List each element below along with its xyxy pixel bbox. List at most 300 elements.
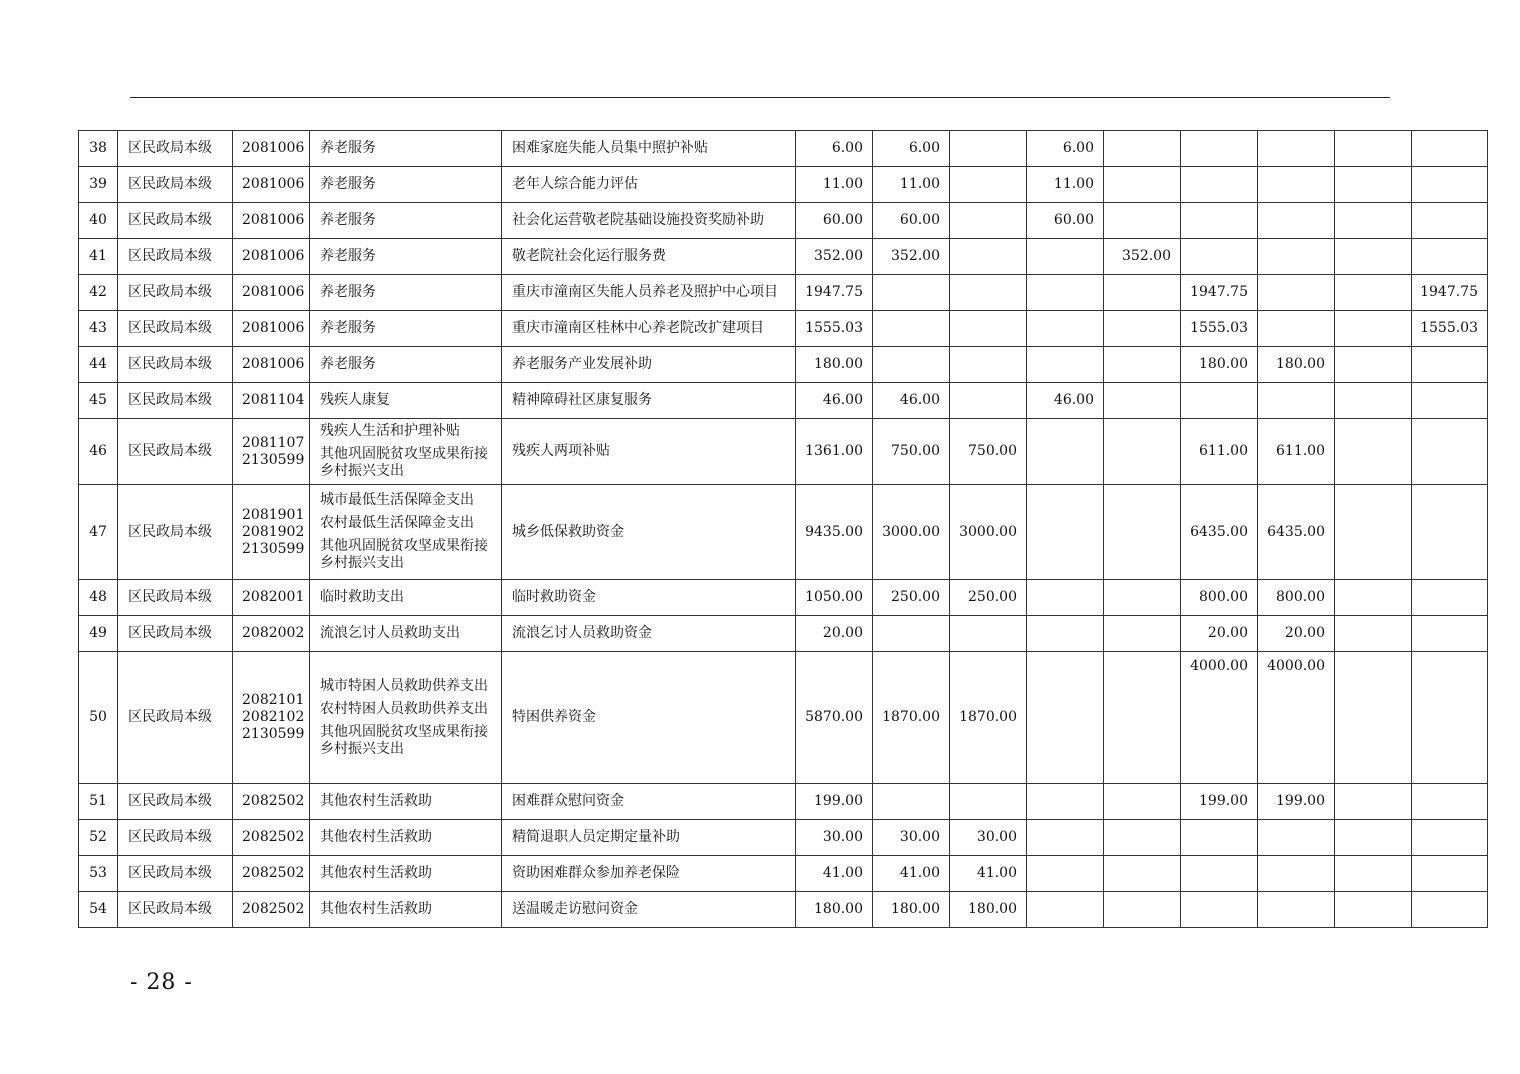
amount-cell-c2 xyxy=(873,784,950,820)
amount-cell-c7: 180.00 xyxy=(1258,347,1335,383)
row-number-cell: 46 xyxy=(79,419,118,485)
amount-cell-c6: 1555.03 xyxy=(1181,311,1258,347)
function-code-cell xyxy=(233,347,310,383)
amount-cell-c5 xyxy=(1104,347,1181,383)
amount-cell-c8 xyxy=(1335,167,1412,203)
amount-cell-c5 xyxy=(1104,856,1181,892)
amount-cell-c4: 60.00 xyxy=(1027,203,1104,239)
unit-cell: 区民政局本级 xyxy=(118,580,233,616)
project-cell: 养老服务产业发展补助 xyxy=(502,347,796,383)
amount-cell-c9 xyxy=(1412,239,1488,275)
amount-cell-c8 xyxy=(1335,203,1412,239)
amount-cell-c7: 611.00 xyxy=(1258,419,1335,485)
function-code: 2081006 xyxy=(242,176,305,192)
amount-cell-c3: 1870.00 xyxy=(950,652,1027,784)
function-code: 2081006 xyxy=(242,284,305,300)
amount-cell-c1: 41.00 xyxy=(796,856,873,892)
function-code-cell xyxy=(233,383,310,419)
amount-cell-c6: 20.00 xyxy=(1181,616,1258,652)
amount-cell-c6 xyxy=(1181,383,1258,419)
row-number-cell: 49 xyxy=(79,616,118,652)
table-row xyxy=(79,820,1488,856)
subject-name: 城市特困人员救助供养支出 xyxy=(320,677,488,694)
subject-name: 农村最低生活保障金支出 xyxy=(320,515,474,531)
unit-cell: 区民政局本级 xyxy=(118,820,233,856)
project-cell: 重庆市潼南区桂林中心养老院改扩建项目 xyxy=(502,311,796,347)
function-code: 2081107 xyxy=(242,434,305,451)
project-cell: 流浪乞讨人员救助资金 xyxy=(502,616,796,652)
amount-cell-c7 xyxy=(1258,131,1335,167)
amount-cell-c8 xyxy=(1335,347,1412,383)
subject-name: 养老服务 xyxy=(320,248,376,264)
amount-cell-c5 xyxy=(1104,580,1181,616)
table-row xyxy=(79,784,1488,820)
function-code-cell xyxy=(233,892,310,928)
amount-cell-c2: 41.00 xyxy=(873,856,950,892)
subject-cell xyxy=(310,311,502,347)
amount-cell-c7 xyxy=(1258,311,1335,347)
amount-cell-c3 xyxy=(950,275,1027,311)
project-cell: 老年人综合能力评估 xyxy=(502,167,796,203)
amount-cell-c7 xyxy=(1258,383,1335,419)
amount-cell-c2 xyxy=(873,275,950,311)
amount-cell-c4: 46.00 xyxy=(1027,383,1104,419)
subject-name: 其他巩固脱贫攻坚成果衔接乡村振兴支出 xyxy=(320,446,488,479)
amount-cell-c2: 46.00 xyxy=(873,383,950,419)
unit-cell: 区民政局本级 xyxy=(118,275,233,311)
amount-cell-c6: 800.00 xyxy=(1181,580,1258,616)
amount-cell-c3 xyxy=(950,131,1027,167)
row-number-cell: 54 xyxy=(79,892,118,928)
subject-name: 其他巩固脱贫攻坚成果衔接乡村振兴支出 xyxy=(320,538,488,571)
amount-cell-c4 xyxy=(1027,784,1104,820)
row-number-cell: 44 xyxy=(79,347,118,383)
table-row xyxy=(79,856,1488,892)
function-code-cell xyxy=(233,616,310,652)
function-code: 2081104 xyxy=(242,392,305,408)
project-cell: 困难家庭失能人员集中照护补贴 xyxy=(502,131,796,167)
amount-cell-c1: 60.00 xyxy=(796,203,873,239)
function-code-cell xyxy=(233,856,310,892)
amount-cell-c3: 3000.00 xyxy=(950,485,1027,580)
amount-cell-c8 xyxy=(1335,239,1412,275)
amount-cell-c3 xyxy=(950,784,1027,820)
amount-cell-c6 xyxy=(1181,167,1258,203)
function-code: 2082502 xyxy=(242,793,305,809)
amount-cell-c6 xyxy=(1181,239,1258,275)
function-code: 2081901 xyxy=(242,506,305,523)
function-code: 2081006 xyxy=(242,320,305,336)
amount-cell-c2: 352.00 xyxy=(873,239,950,275)
subject-name: 其他巩固脱贫攻坚成果衔接乡村振兴支出 xyxy=(320,723,488,757)
amount-cell-c5 xyxy=(1104,311,1181,347)
subject-name: 其他农村生活救助 xyxy=(320,829,432,845)
amount-cell-c1: 5870.00 xyxy=(796,652,873,784)
amount-cell-c9 xyxy=(1412,131,1488,167)
subject-cell xyxy=(310,652,502,784)
table-row xyxy=(79,580,1488,616)
amount-cell-c1: 180.00 xyxy=(796,892,873,928)
unit-cell: 区民政局本级 xyxy=(118,616,233,652)
function-code: 2081006 xyxy=(242,212,305,228)
amount-cell-c5 xyxy=(1104,167,1181,203)
amount-cell-c8 xyxy=(1335,784,1412,820)
subject-name: 养老服务 xyxy=(320,140,376,156)
subject-name: 养老服务 xyxy=(320,176,376,192)
project-cell: 残疾人两项补贴 xyxy=(502,419,796,485)
amount-cell-c1: 352.00 xyxy=(796,239,873,275)
function-code: 2130599 xyxy=(242,540,305,557)
function-code: 2130599 xyxy=(242,726,305,742)
function-code: 2082502 xyxy=(242,901,305,917)
amount-cell-c2: 250.00 xyxy=(873,580,950,616)
amount-cell-c9 xyxy=(1412,616,1488,652)
subject-name: 养老服务 xyxy=(320,320,376,336)
amount-cell-c3: 750.00 xyxy=(950,419,1027,485)
amount-cell-c7 xyxy=(1258,856,1335,892)
table-row xyxy=(79,275,1488,311)
amount-cell-c1: 180.00 xyxy=(796,347,873,383)
amount-cell-c8 xyxy=(1335,485,1412,580)
function-code-cell xyxy=(233,167,310,203)
amount-cell-c7: 20.00 xyxy=(1258,616,1335,652)
unit-cell: 区民政局本级 xyxy=(118,856,233,892)
amount-cell-c3 xyxy=(950,616,1027,652)
amount-cell-c4 xyxy=(1027,347,1104,383)
row-number-cell: 40 xyxy=(79,203,118,239)
amount-cell-c9 xyxy=(1412,347,1488,383)
amount-cell-c9: 1555.03 xyxy=(1412,311,1488,347)
amount-cell-c8 xyxy=(1335,383,1412,419)
table-row xyxy=(79,419,1488,485)
amount-cell-c1: 11.00 xyxy=(796,167,873,203)
amount-cell-c9 xyxy=(1412,784,1488,820)
subject-cell xyxy=(310,383,502,419)
amount-cell-c1: 30.00 xyxy=(796,820,873,856)
subject-cell xyxy=(310,167,502,203)
amount-cell-c7: 800.00 xyxy=(1258,580,1335,616)
unit-cell: 区民政局本级 xyxy=(118,131,233,167)
amount-cell-c8 xyxy=(1335,275,1412,311)
unit-cell: 区民政局本级 xyxy=(118,784,233,820)
amount-cell-c4 xyxy=(1027,275,1104,311)
amount-cell-c3 xyxy=(950,167,1027,203)
function-code: 2081902 xyxy=(242,523,305,540)
amount-cell-c4 xyxy=(1027,820,1104,856)
subject-name: 养老服务 xyxy=(320,284,376,300)
unit-cell: 区民政局本级 xyxy=(118,485,233,580)
amount-cell-c5 xyxy=(1104,485,1181,580)
amount-cell-c1: 1555.03 xyxy=(796,311,873,347)
subject-cell xyxy=(310,580,502,616)
amount-cell-c5 xyxy=(1104,820,1181,856)
function-code-cell xyxy=(233,580,310,616)
subject-name: 临时救助支出 xyxy=(320,589,404,605)
unit-cell: 区民政局本级 xyxy=(118,203,233,239)
subject-name: 其他农村生活救助 xyxy=(320,865,432,881)
table-row xyxy=(79,239,1488,275)
row-number-cell: 51 xyxy=(79,784,118,820)
amount-cell-c2: 6.00 xyxy=(873,131,950,167)
amount-cell-c2 xyxy=(873,311,950,347)
row-number-cell: 52 xyxy=(79,820,118,856)
amount-cell-c8 xyxy=(1335,580,1412,616)
amount-cell-c1: 6.00 xyxy=(796,131,873,167)
subject-cell xyxy=(310,347,502,383)
amount-cell-c6 xyxy=(1181,820,1258,856)
amount-cell-c3 xyxy=(950,383,1027,419)
amount-cell-c4 xyxy=(1027,892,1104,928)
row-number-cell: 43 xyxy=(79,311,118,347)
project-cell: 资助困难群众参加养老保险 xyxy=(502,856,796,892)
amount-cell-c7 xyxy=(1258,892,1335,928)
function-code: 2082102 xyxy=(242,709,305,725)
subject-cell xyxy=(310,784,502,820)
subject-cell xyxy=(310,856,502,892)
subject-cell xyxy=(310,239,502,275)
subject-cell xyxy=(310,820,502,856)
amount-cell-c9 xyxy=(1412,652,1488,784)
amount-cell-c8 xyxy=(1335,311,1412,347)
amount-cell-c8 xyxy=(1335,820,1412,856)
subject-name: 流浪乞讨人员救助支出 xyxy=(320,625,460,641)
amount-cell-c6: 1947.75 xyxy=(1181,275,1258,311)
subject-name: 农村特困人员救助供养支出 xyxy=(320,700,488,717)
function-code: 2082002 xyxy=(242,625,305,641)
header-rule xyxy=(130,97,1390,98)
amount-cell-c3: 250.00 xyxy=(950,580,1027,616)
function-code: 2081006 xyxy=(242,356,305,372)
amount-cell-c9 xyxy=(1412,820,1488,856)
amount-cell-c4 xyxy=(1027,616,1104,652)
amount-cell-c3 xyxy=(950,347,1027,383)
amount-cell-c9 xyxy=(1412,485,1488,580)
project-cell: 困难群众慰问资金 xyxy=(502,784,796,820)
amount-cell-c4 xyxy=(1027,652,1104,784)
function-code-cell xyxy=(233,311,310,347)
amount-cell-c8 xyxy=(1335,616,1412,652)
amount-cell-c5 xyxy=(1104,784,1181,820)
subject-cell xyxy=(310,203,502,239)
subject-name: 其他农村生活救助 xyxy=(320,901,432,917)
subject-cell xyxy=(310,275,502,311)
amount-cell-c6 xyxy=(1181,856,1258,892)
amount-cell-c7 xyxy=(1258,820,1335,856)
function-code-cell xyxy=(233,131,310,167)
amount-cell-c2: 3000.00 xyxy=(873,485,950,580)
function-code: 2082001 xyxy=(242,589,305,605)
unit-cell: 区民政局本级 xyxy=(118,419,233,485)
function-code: 2082502 xyxy=(242,829,305,845)
subject-cell xyxy=(310,131,502,167)
amount-cell-c7 xyxy=(1258,203,1335,239)
amount-cell-c2: 180.00 xyxy=(873,892,950,928)
amount-cell-c3 xyxy=(950,203,1027,239)
table-row xyxy=(79,485,1488,580)
amount-cell-c2 xyxy=(873,347,950,383)
amount-cell-c1: 199.00 xyxy=(796,784,873,820)
amount-cell-c5 xyxy=(1104,892,1181,928)
function-code-cell xyxy=(233,784,310,820)
table-row xyxy=(79,892,1488,928)
row-number-cell: 42 xyxy=(79,275,118,311)
unit-cell: 区民政局本级 xyxy=(118,892,233,928)
row-number-cell: 39 xyxy=(79,167,118,203)
project-cell: 城乡低保救助资金 xyxy=(502,485,796,580)
unit-cell: 区民政局本级 xyxy=(118,239,233,275)
table-body xyxy=(79,131,1488,928)
table-row xyxy=(79,311,1488,347)
amount-cell-c3 xyxy=(950,239,1027,275)
amount-cell-c5 xyxy=(1104,131,1181,167)
project-cell: 敬老院社会化运行服务费 xyxy=(502,239,796,275)
amount-cell-c1: 20.00 xyxy=(796,616,873,652)
amount-cell-c6: 199.00 xyxy=(1181,784,1258,820)
amount-cell-c4 xyxy=(1027,485,1104,580)
amount-cell-c1: 1361.00 xyxy=(796,419,873,485)
page-number: - 28 - xyxy=(130,970,193,995)
subject-cell xyxy=(310,892,502,928)
unit-cell: 区民政局本级 xyxy=(118,383,233,419)
subject-name: 其他农村生活救助 xyxy=(320,793,432,809)
amount-cell-c5 xyxy=(1104,419,1181,485)
subject-name: 残疾人生活和护理补贴 xyxy=(320,423,460,439)
amount-cell-c7: 4000.00 xyxy=(1258,652,1335,784)
function-code: 2081006 xyxy=(242,248,305,264)
project-cell: 精简退职人员定期定量补助 xyxy=(502,820,796,856)
amount-cell-c4 xyxy=(1027,239,1104,275)
amount-cell-c2: 1870.00 xyxy=(873,652,950,784)
amount-cell-c8 xyxy=(1335,892,1412,928)
row-number-cell: 45 xyxy=(79,383,118,419)
function-code-cell xyxy=(233,652,310,784)
amount-cell-c4: 11.00 xyxy=(1027,167,1104,203)
table-row xyxy=(79,347,1488,383)
amount-cell-c3: 41.00 xyxy=(950,856,1027,892)
row-number-cell: 53 xyxy=(79,856,118,892)
amount-cell-c1: 1947.75 xyxy=(796,275,873,311)
amount-cell-c5 xyxy=(1104,652,1181,784)
table-row xyxy=(79,383,1488,419)
amount-cell-c4 xyxy=(1027,419,1104,485)
amount-cell-c7 xyxy=(1258,275,1335,311)
amount-cell-c2: 30.00 xyxy=(873,820,950,856)
project-cell: 特困供养资金 xyxy=(502,652,796,784)
subject-cell xyxy=(310,419,502,485)
amount-cell-c4 xyxy=(1027,311,1104,347)
subject-name: 养老服务 xyxy=(320,356,376,372)
amount-cell-c1: 9435.00 xyxy=(796,485,873,580)
amount-cell-c6: 4000.00 xyxy=(1181,652,1258,784)
unit-cell: 区民政局本级 xyxy=(118,347,233,383)
row-number-cell: 41 xyxy=(79,239,118,275)
amount-cell-c3: 180.00 xyxy=(950,892,1027,928)
amount-cell-c8 xyxy=(1335,419,1412,485)
amount-cell-c9 xyxy=(1412,892,1488,928)
amount-cell-c6: 611.00 xyxy=(1181,419,1258,485)
amount-cell-c7: 6435.00 xyxy=(1258,485,1335,580)
project-cell: 社会化运营敬老院基础设施投资奖励补助 xyxy=(502,203,796,239)
project-cell: 精神障碍社区康复服务 xyxy=(502,383,796,419)
table-row xyxy=(79,616,1488,652)
function-code: 2082101 xyxy=(242,692,305,708)
amount-cell-c6 xyxy=(1181,131,1258,167)
amount-cell-c9 xyxy=(1412,856,1488,892)
row-number-cell: 48 xyxy=(79,580,118,616)
function-code-cell xyxy=(233,820,310,856)
amount-cell-c4 xyxy=(1027,856,1104,892)
amount-cell-c7: 199.00 xyxy=(1258,784,1335,820)
unit-cell: 区民政局本级 xyxy=(118,167,233,203)
function-code-cell xyxy=(233,485,310,580)
table-row xyxy=(79,203,1488,239)
amount-cell-c6 xyxy=(1181,203,1258,239)
function-code: 2082502 xyxy=(242,865,305,881)
amount-cell-c9 xyxy=(1412,383,1488,419)
row-number-cell: 50 xyxy=(79,652,118,784)
subject-cell xyxy=(310,616,502,652)
amount-cell-c4: 6.00 xyxy=(1027,131,1104,167)
amount-cell-c1: 1050.00 xyxy=(796,580,873,616)
amount-cell-c2: 60.00 xyxy=(873,203,950,239)
subject-name: 城市最低生活保障金支出 xyxy=(320,492,474,508)
amount-cell-c3: 30.00 xyxy=(950,820,1027,856)
unit-cell: 区民政局本级 xyxy=(118,311,233,347)
row-number-cell: 38 xyxy=(79,131,118,167)
subject-name: 残疾人康复 xyxy=(320,392,390,408)
amount-cell-c5 xyxy=(1104,275,1181,311)
amount-cell-c8 xyxy=(1335,131,1412,167)
function-code-cell xyxy=(233,275,310,311)
amount-cell-c6: 6435.00 xyxy=(1181,485,1258,580)
budget-table xyxy=(78,130,1488,928)
row-number-cell: 47 xyxy=(79,485,118,580)
amount-cell-c5 xyxy=(1104,616,1181,652)
project-cell: 重庆市潼南区失能人员养老及照护中心项目 xyxy=(502,275,796,311)
function-code-cell xyxy=(233,419,310,485)
amount-cell-c2: 11.00 xyxy=(873,167,950,203)
amount-cell-c5: 352.00 xyxy=(1104,239,1181,275)
unit-cell: 区民政局本级 xyxy=(118,652,233,784)
amount-cell-c2 xyxy=(873,616,950,652)
amount-cell-c8 xyxy=(1335,652,1412,784)
project-cell: 送温暖走访慰问资金 xyxy=(502,892,796,928)
subject-cell xyxy=(310,485,502,580)
table-row xyxy=(79,652,1488,784)
amount-cell-c7 xyxy=(1258,239,1335,275)
function-code: 2081006 xyxy=(242,140,305,156)
amount-cell-c5 xyxy=(1104,383,1181,419)
project-cell: 临时救助资金 xyxy=(502,580,796,616)
table-row xyxy=(79,167,1488,203)
function-code-cell xyxy=(233,203,310,239)
amount-cell-c9 xyxy=(1412,580,1488,616)
amount-cell-c3 xyxy=(950,311,1027,347)
amount-cell-c6: 180.00 xyxy=(1181,347,1258,383)
amount-cell-c6 xyxy=(1181,892,1258,928)
amount-cell-c9 xyxy=(1412,203,1488,239)
amount-cell-c5 xyxy=(1104,203,1181,239)
subject-name: 养老服务 xyxy=(320,212,376,228)
amount-cell-c9 xyxy=(1412,167,1488,203)
amount-cell-c9 xyxy=(1412,419,1488,485)
function-code-cell xyxy=(233,239,310,275)
amount-cell-c9: 1947.75 xyxy=(1412,275,1488,311)
amount-cell-c7 xyxy=(1258,167,1335,203)
amount-cell-c4 xyxy=(1027,580,1104,616)
table-row xyxy=(79,131,1488,167)
amount-cell-c8 xyxy=(1335,856,1412,892)
